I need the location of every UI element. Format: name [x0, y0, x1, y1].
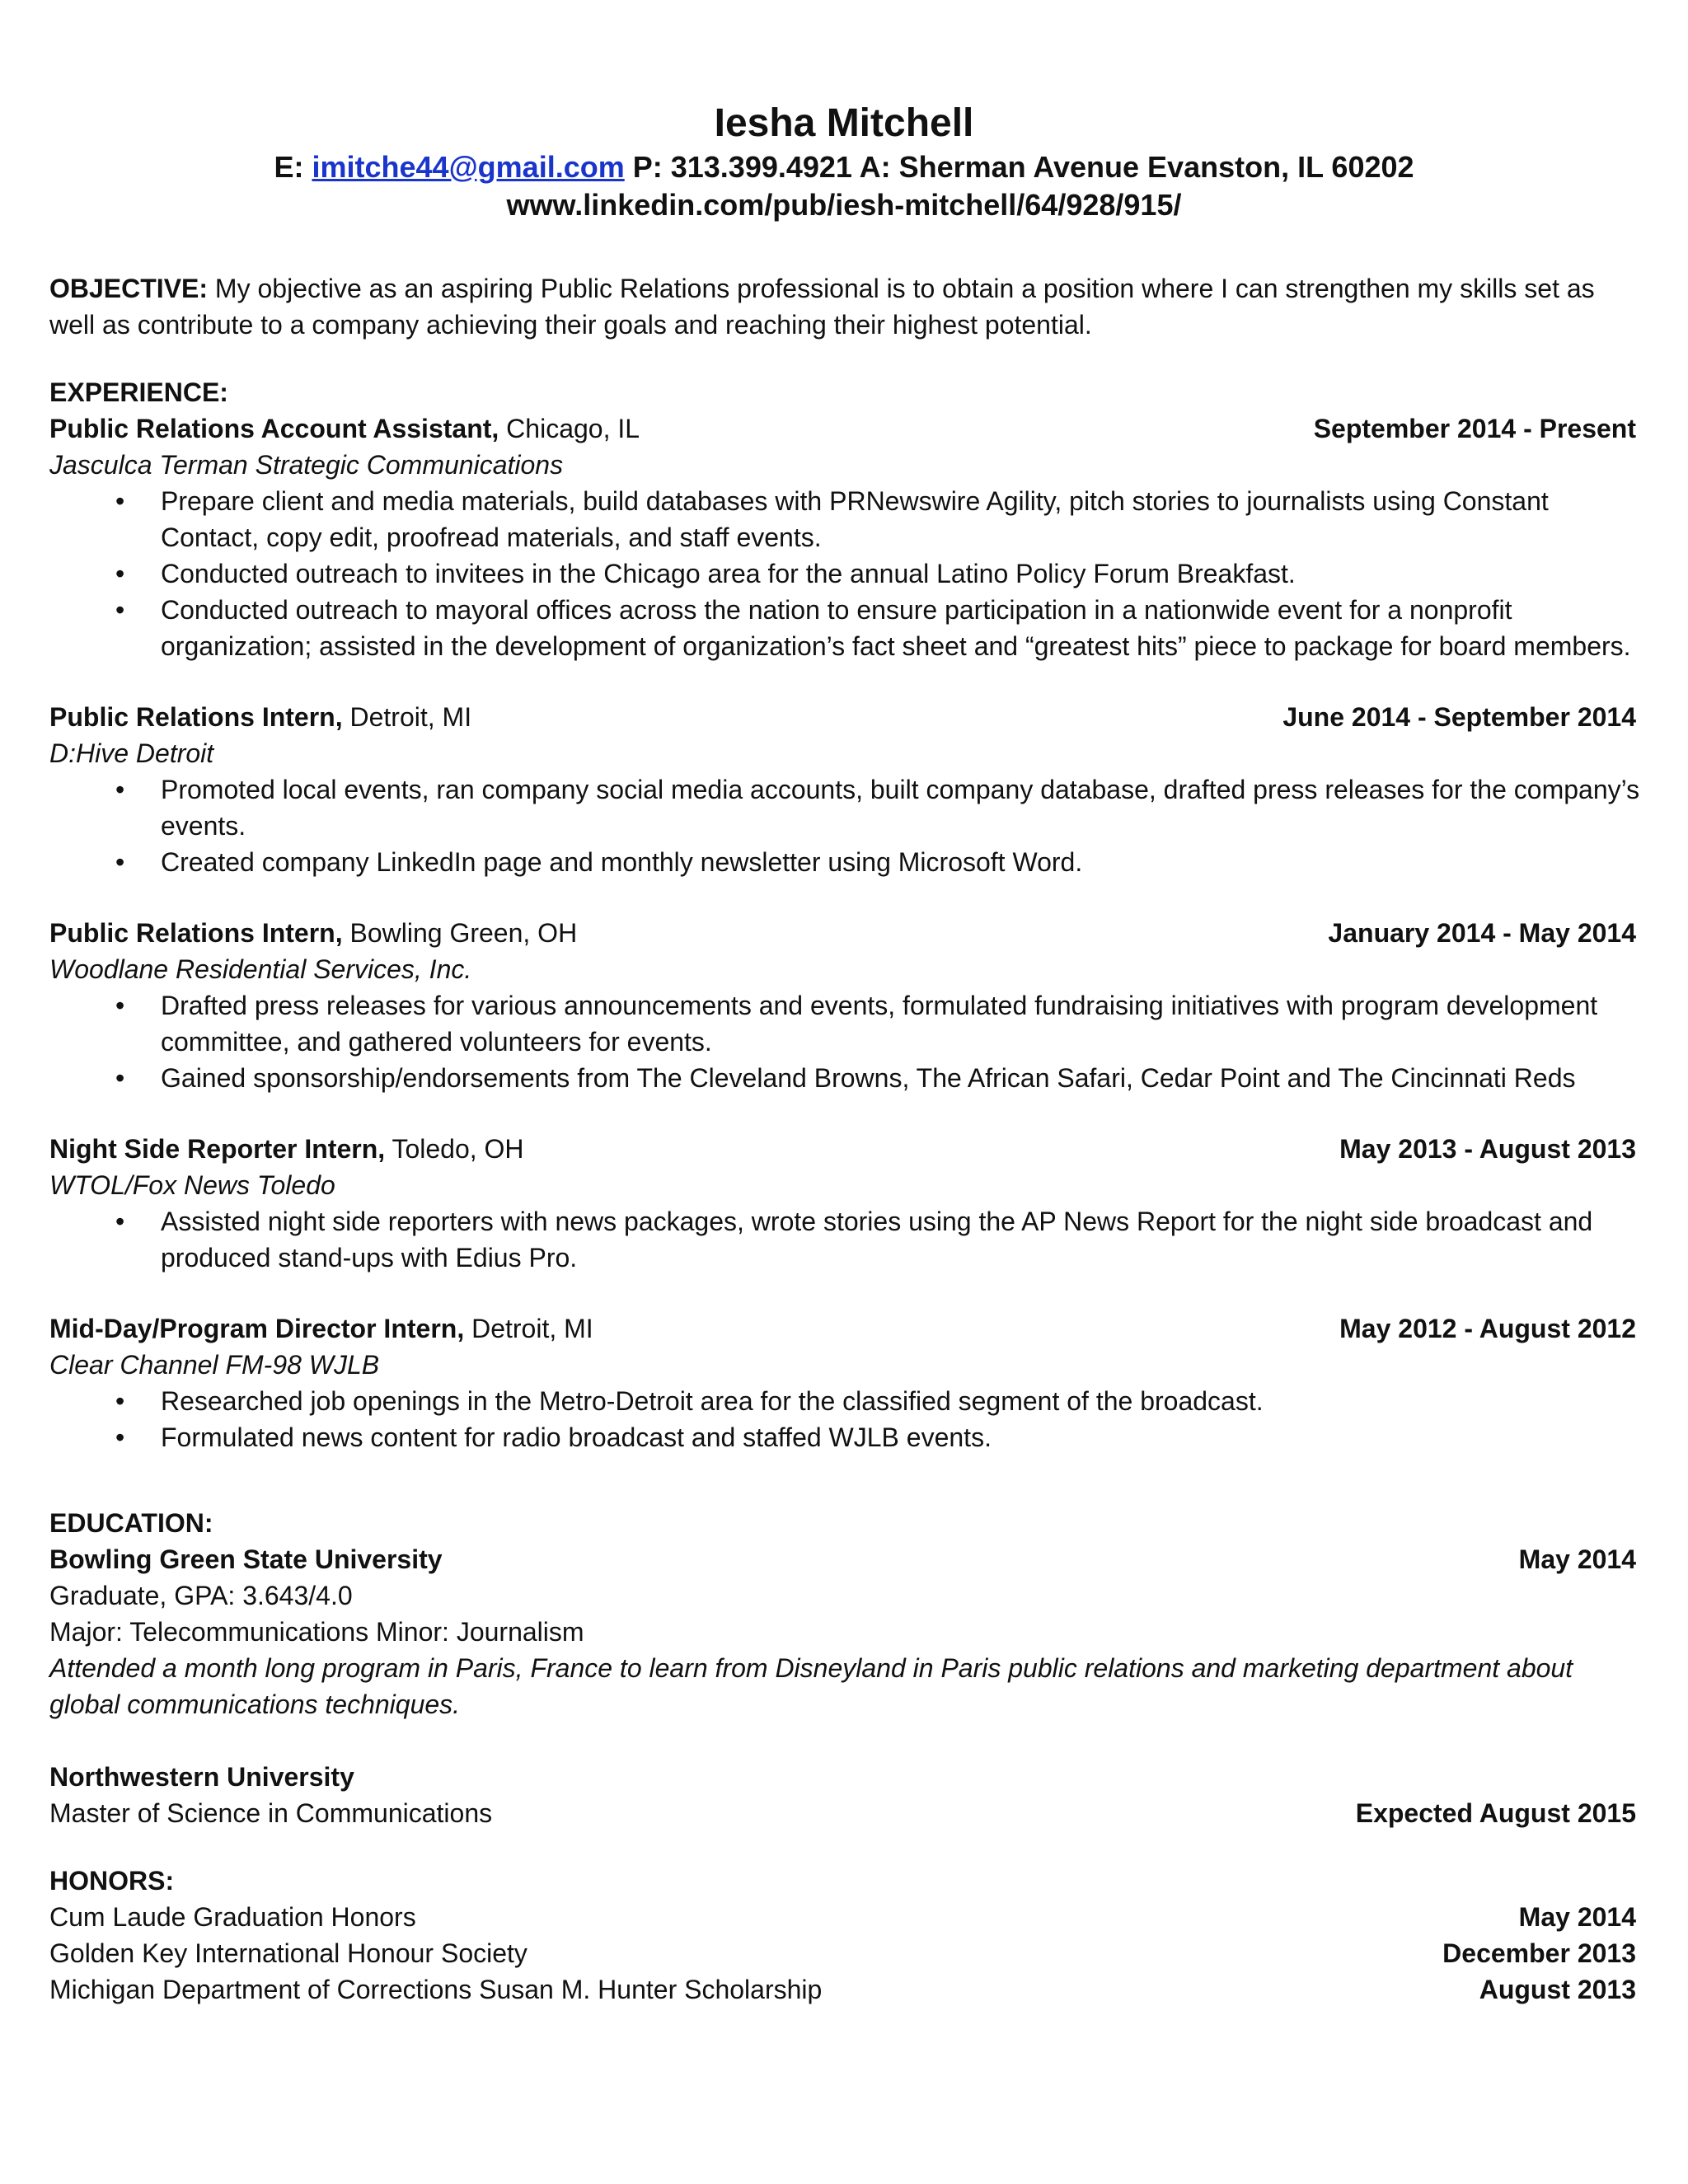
education-entry-bgsu [49, 1541, 1639, 1722]
job-bullets [49, 987, 1644, 1096]
honor-date: May 2014 [1518, 1902, 1636, 1932]
bullet-item: • Assisted night side reporters with news packages, wrote stories using the AP News Report for the night side broadcast and produced stand-ups with Edius Pro. [161, 1203, 1644, 1276]
honors-heading: HONORS: [49, 1866, 175, 1896]
honor-row [49, 1971, 1636, 2008]
email-link[interactable]: imitche44@gmail.com [312, 150, 625, 184]
honor-name: Michigan Department of Corrections Susan M. Hunter Scholarship [49, 1975, 823, 2004]
job-title: Night Side Reporter Intern, [49, 1134, 386, 1164]
job-location: Bowling Green, OH [349, 918, 578, 948]
bullet-item: • Gained sponsorship/endorsements from The Cleveland Browns, The African Safari, Cedar Point and The Cincinnati Reds [161, 1060, 1644, 1096]
job-title-row [49, 915, 1636, 951]
bullet-item: • Promoted local events, ran company social media accounts, built company database, drafted press releases for the company’s events. [161, 771, 1644, 844]
job-dates: June 2014 - September 2014 [1282, 702, 1636, 732]
job-dates: May 2013 - August 2013 [1339, 1134, 1636, 1164]
job-title-location [49, 410, 640, 447]
bullet-item: • Conducted outreach to invitees in the Chicago area for the annual Latino Policy Forum Breakfast. [161, 555, 1644, 592]
resume-header [49, 99, 1639, 224]
job-title-row [49, 1310, 1636, 1347]
school-name: Northwestern University [49, 1762, 354, 1792]
job-dates: September 2014 - Present [1313, 414, 1636, 443]
degree-name: Master of Science in Communications [49, 1798, 493, 1828]
job-dates: January 2014 - May 2014 [1328, 918, 1636, 948]
job-company: Woodlane Residential Services, Inc. [49, 954, 472, 984]
job-location: Detroit, MI [471, 1314, 593, 1343]
job-company: WTOL/Fox News Toledo [49, 1170, 335, 1200]
job-bullets [49, 1203, 1644, 1276]
job-title-row [49, 699, 1636, 735]
bullet-item: • Drafted press releases for various announcements and events, formulated fundraising initiatives with program development committee, and gathered volunteers for events. [161, 987, 1644, 1060]
job-title-row [49, 410, 1636, 447]
job-title-row [49, 1131, 1636, 1167]
degree-date: Expected August 2015 [1355, 1798, 1636, 1828]
bullet-item: • Researched job openings in the Metro-Detroit area for the classified segment of the broadcast. [161, 1383, 1644, 1419]
job-title: Public Relations Intern, [49, 702, 343, 732]
job-entry [49, 1310, 1639, 1455]
school-name: Bowling Green State University [49, 1544, 443, 1574]
contact-line [49, 148, 1639, 186]
job-location: Toledo, OH [392, 1134, 524, 1164]
school-row [49, 1541, 1636, 1577]
contact-details: P: 313.399.4921 A: Sherman Avenue Evanston, IL 60202 [632, 150, 1414, 184]
bullet-item: • Prepare client and media materials, build databases with PRNewswire Agility, pitch stories to journalists using Constant Contact, copy edit, proofread materials, and staff events. [161, 483, 1644, 555]
honors-list [49, 1899, 1639, 2008]
honor-date: August 2013 [1479, 1975, 1636, 2004]
objective-text: My objective as an aspiring Public Relations professional is to obtain a position where I can strengthen my skills set as well as contribute to a company achieving their goals and reaching their highest potential. [49, 274, 1595, 340]
education-entry-nu [49, 1759, 1639, 1831]
study-abroad-note: Attended a month long program in Paris, France to learn from Disneyland in Paris public relations and marketing department about global communications techniques. [49, 1653, 1573, 1719]
job-title-location [49, 915, 577, 951]
job-location: Chicago, IL [506, 414, 640, 443]
job-entry [49, 915, 1639, 1096]
honor-name: Cum Laude Graduation Honors [49, 1902, 416, 1932]
job-bullets [49, 483, 1644, 664]
objective-label: OBJECTIVE: [49, 274, 209, 303]
job-entry [49, 699, 1639, 880]
honor-date: December 2013 [1442, 1938, 1636, 1968]
bullet-item: • Conducted outreach to mayoral offices across the nation to ensure participation in a nationwide event for a nonprofit organization; assisted in the development of organization’s fact sheet and “greatest hits” piece to package for board members. [161, 592, 1644, 664]
job-company: Clear Channel FM-98 WJLB [49, 1350, 380, 1380]
job-company: D:Hive Detroit [49, 738, 214, 768]
candidate-name: Iesha Mitchell [714, 101, 974, 145]
gpa-line: Graduate, GPA: 3.643/4.0 [49, 1581, 353, 1610]
school-date: May 2014 [1518, 1544, 1636, 1574]
degree-row [49, 1795, 1636, 1831]
experience-heading: EXPERIENCE: [49, 377, 228, 407]
honor-name: Golden Key International Honour Society [49, 1938, 528, 1968]
job-entry [49, 410, 1639, 664]
objective-section [49, 270, 1615, 343]
honor-row [49, 1899, 1636, 1935]
job-title-location [49, 1310, 593, 1347]
job-bullets [49, 1383, 1644, 1455]
job-bullets [49, 771, 1644, 880]
honor-row [49, 1935, 1636, 1971]
job-title: Public Relations Account Assistant, [49, 414, 499, 443]
job-entry [49, 1131, 1639, 1276]
job-location: Detroit, MI [349, 702, 472, 732]
job-company: Jasculca Terman Strategic Communications [49, 450, 564, 480]
education-heading: EDUCATION: [49, 1508, 213, 1538]
major-line: Major: Telecommunications Minor: Journalism [49, 1617, 584, 1647]
job-title-location [49, 699, 471, 735]
bullet-item: • Created company LinkedIn page and monthly newsletter using Microsoft Word. [161, 844, 1644, 880]
email-label: E: [274, 150, 304, 184]
bullet-item: • Formulated news content for radio broadcast and staffed WJLB events. [161, 1419, 1644, 1455]
job-title: Mid-Day/Program Director Intern, [49, 1314, 465, 1343]
job-title: Public Relations Intern, [49, 918, 343, 948]
linkedin-url: www.linkedin.com/pub/iesh-mitchell/64/928/915/ [506, 188, 1182, 222]
job-title-location [49, 1131, 524, 1167]
job-dates: May 2012 - August 2012 [1339, 1314, 1636, 1343]
